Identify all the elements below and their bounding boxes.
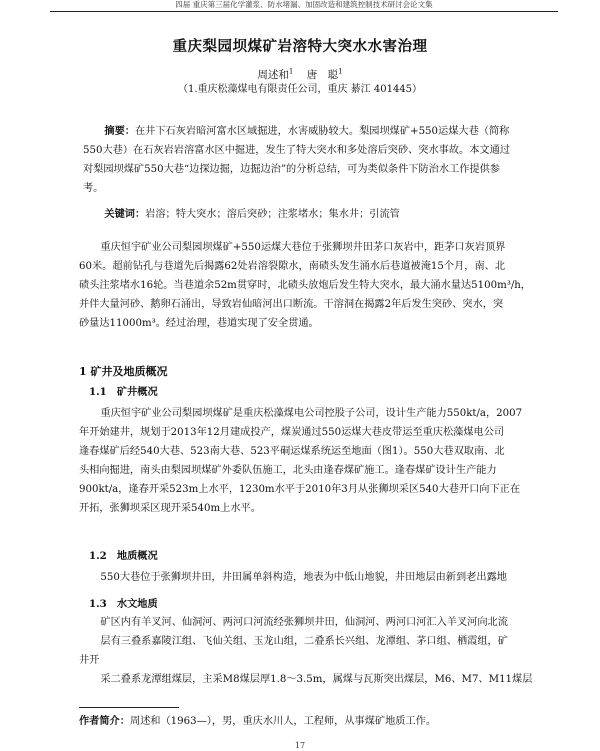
- mine-line-2: 年开始建井，规划于2013年12月建成投产，煤炭通过550运煤大巷皮带运至重庆松藻煤电公司: [79, 427, 505, 438]
- keywords-line: [83, 205, 528, 224]
- subsection-1-1-heading: 1.1 矿井概况: [89, 386, 158, 398]
- intro-line-5: 砂量达11000m³。经过治理，巷道实现了安全贯通。: [79, 318, 319, 329]
- abstract-line-2: 550大巷）在石灰岩岩溶富水区中掘进，发生了特大突水和多处溶后突砂、突水事故。本文通过: [83, 145, 510, 156]
- mine-line-4: 头相向掘进，南头由梨园坝煤矿外委队伍施工，北头由逢春煤矿施工。逢春煤矿设计生产能力: [79, 465, 497, 476]
- header-rule: [50, 11, 558, 12]
- hydro-line-1: 矿区内有羊叉河、仙洞河、两河口河流经张狮坝井田，仙洞河、两河口河汇入羊叉河向北流: [100, 617, 508, 628]
- coal-seam-paragraph: [79, 670, 531, 689]
- keywords-label: 关键词：: [104, 208, 146, 220]
- mine-line-1: 重庆恒宇矿业公司梨园坝煤矿是重庆松藻煤电公司控股子公司，设计生产能力550kt/a，2007: [100, 408, 523, 419]
- abstract-label: 摘要：: [104, 125, 135, 137]
- hydrogeology-paragraph: [79, 613, 531, 670]
- author-1: 周述和: [257, 69, 289, 81]
- mine-line-3: 逢春煤矿后经540大巷、523南大巷、523平硐运煤系统运至地面（图1）。550大巷双取南、北: [79, 446, 505, 457]
- abstract: [83, 122, 528, 198]
- page-number: 17: [294, 741, 306, 750]
- keywords: [83, 205, 528, 224]
- author-footnote: [79, 712, 539, 727]
- intro-line-3: 碛头注浆堵水16轮。当巷道余52m贯穿时，北碛头放炮后发生特大突水，最大涌水量达5100m³/h，: [79, 280, 531, 291]
- running-header: 四届 重庆第三届化学灌浆、防水堵漏、加固改造和建筑控制技术研讨会论文集: [175, 0, 433, 9]
- affiliation: （1.重庆松藻煤电有限责任公司，重庆 綦江 401445）: [177, 84, 423, 95]
- footnote-label: 作者简介：: [79, 715, 130, 727]
- footnote-rule: [79, 707, 179, 708]
- intro-line-2: 60米。超前钻孔与巷道先后揭露62处岩溶裂隙水，南碛头发生涌水后巷道被淹15个月，南、北: [79, 261, 506, 272]
- footnote-text: 周述和（1963—），男，重庆水川人，工程师，从事煤矿地质工作。: [129, 716, 437, 727]
- mine-line-5: 900kt/a，逢春开采523m上水平，1230m水平于2010年3月从张狮坝采区540大巷开口向下正在: [79, 484, 521, 495]
- intro-paragraph: [79, 238, 531, 333]
- author-2-sup: 1: [338, 67, 343, 76]
- subsection-1-3-heading: 1.3 水文地质: [89, 598, 158, 610]
- section-1-heading: 1 矿井及地质概况: [79, 365, 168, 378]
- mine-line-6: 开拓，张狮坝采区现开采540m上水平。: [79, 503, 261, 514]
- hydro-line-2: 层有三叠系嘉陵江组、飞仙关组、玉龙山组，二叠系长兴组、龙潭组、茅口组、栖霞组，矿: [100, 636, 508, 647]
- coal-line-1: 采二叠系龙潭组煤层，主采M8煤层厚1.8～3.5m，属煤与瓦斯突出煤层，M6、M7、M11煤层: [100, 674, 533, 685]
- geology-paragraph: [79, 568, 531, 587]
- paper-title: 重庆梨园坝煤矿岩溶特大突水水害治理: [172, 38, 428, 55]
- keywords-text: 岩溶；特大突水；溶后突砂；注浆堵水；集水井；引流管: [145, 209, 400, 220]
- mine-overview-paragraph: [79, 404, 531, 518]
- author-2: 唐 聪: [306, 69, 339, 81]
- subsection-1-2-heading: 1.2 地质概况: [89, 550, 158, 562]
- hydro-line-3: 井开: [79, 655, 100, 666]
- abstract-line-3: 对梨园坝煤矿550大巷“边探边掘，边掘边治”的分析总结，可为类似条件下防治水工作提供参: [83, 164, 500, 175]
- abstract-line-4: 考。: [83, 183, 104, 194]
- abstract-line-1: [83, 122, 528, 141]
- intro-line-4: 并伴大量河砂、鹅卵石涌出，导致岩仙暗河出口断流。干溶洞在揭露2年后发生突砂、突水，突: [79, 299, 504, 310]
- abstract-text-1: 在井下石灰岩暗河富水区域掘进，水害威胁较大。梨园坝煤矿+550运煤大巷（简称: [134, 126, 510, 137]
- geology-line-1: 550大巷位于张狮坝井田，井田属单斜构造，地表为中低山地貌，井田地层由新到老出露地: [100, 572, 507, 583]
- author-1-sup: 1: [288, 67, 294, 76]
- intro-line-1: 重庆恒宇矿业公司梨园坝煤矿+550运煤大巷位于张狮坝井田茅口灰岩中，距茅口灰岩顶界: [100, 242, 506, 253]
